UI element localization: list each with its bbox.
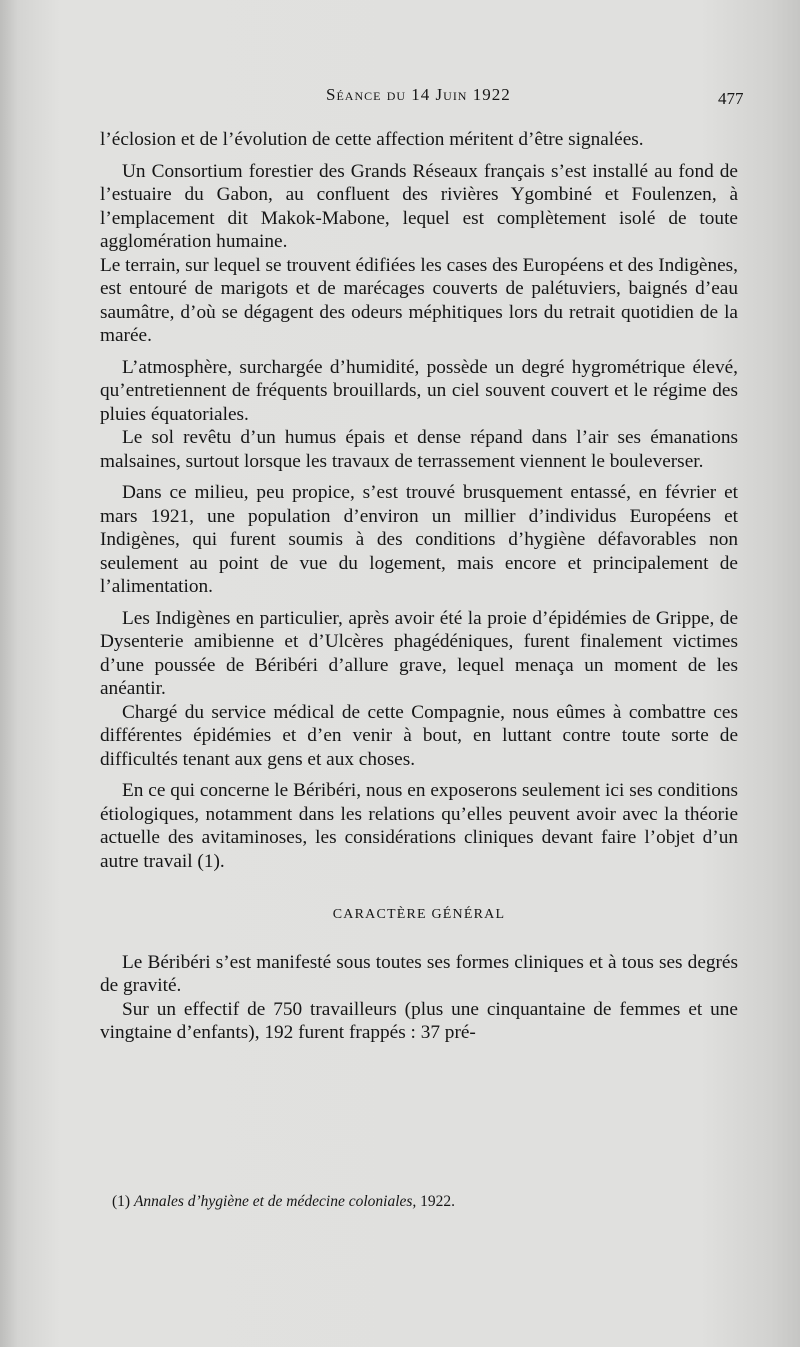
paragraph: L’atmosphère, surchargée d’humidité, possède un degré hygrométrique élevé, qu’entretiennent de fréquents brouillards, un ciel souvent couvert et le régime des pluies équatoriales. (100, 356, 738, 425)
paragraph: En ce qui concerne le Béribéri, nous en exposerons seulement ici ses conditions étiologiques, notamment dans les relations qu’elles peuvent avoir avec la théorie actuelle des avitaminoses, les considérations cliniques devant faire l’objet d’un autre travail (1). (100, 780, 738, 872)
paragraph: Le Béribéri s’est manifesté sous toutes ses formes cliniques et à tous ses degrés de gravité. (100, 951, 738, 996)
paragraph: Sur un effectif de 750 travailleurs (plus une cinquantaine de femmes et une vingtaine d’enfants), 192 furent frappés : 37 pré- (100, 998, 738, 1043)
page-header (0, 85, 800, 115)
paragraph: Dans ce milieu, peu propice, s’est trouvé brusquement entassé, en février et mars 1921, une population d’environ un millier d’individus Européens et Indigènes, qui furent soumis à des conditions d’hygiène défavorables non seulement au point de vue du logement, mais encore et principalement de l’alimentation. (100, 482, 738, 597)
page-number: 477 (718, 89, 744, 108)
paragraph: Chargé du service médical de cette Compagnie, nous eûmes à combattre ces différentes épidémies et d’en venir à bout, en luttant contre toute sorte de difficultés tenant aux gens et aux choses. (100, 701, 738, 770)
paragraph: Les Indigènes en particulier, après avoir été la proie d’épidémies de Grippe, de Dysenterie amibienne et d’Ulcères phagédéniques, furent finalement victimes d’une poussée de Béribéri d’allure grave, lequel menaça un moment de les anéantir. (100, 607, 738, 699)
paragraph: Un Consortium forestier des Grands Réseaux français s’est installé au fond de l’estuaire du Gabon, au confluent des rivières Ygombiné et Foulenzen, à l’emplacement dit Makok-Mabone, lequel est complètement isolé de toute agglomération humaine. (100, 160, 738, 252)
footnote-year: 1922. (420, 1193, 456, 1210)
body-text (100, 128, 738, 1053)
paragraph: l’éclosion et de l’évolution de cette affection méritent d’être signalées. (100, 129, 644, 150)
section-heading: CARACTÈRE GÉNÉRAL (332, 907, 506, 922)
footnote-journal: Annales d’hygiène et de médecine coloniales, (133, 1193, 417, 1210)
paragraph: Le sol revêtu d’un humus épais et dense répand dans l’air ses émanations malsaines, surtout lorsque les travaux de terrassement viennent le bouleverser. (100, 427, 738, 472)
running-title: Séance du 14 Juin 1922 (326, 85, 511, 104)
footnote (112, 1192, 712, 1212)
paragraph: Le terrain, sur lequel se trouvent édifiées les cases des Européens et des Indigènes, est entouré de marigots et de marécages couverts de palétuviers, baignés d’eau saumâtre, d’où se dégagent des odeurs méphitiques lors du retrait quotidien de la marée. (100, 254, 738, 346)
footnote-marker: (1) (112, 1193, 131, 1210)
